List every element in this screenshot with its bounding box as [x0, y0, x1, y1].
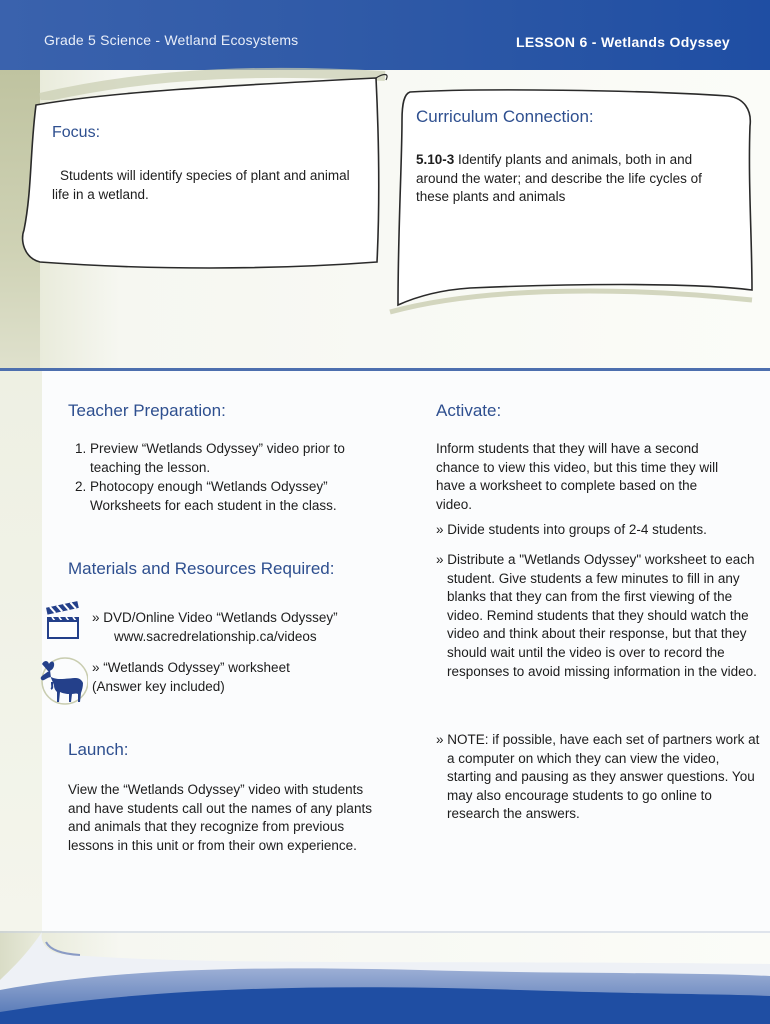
lesson-title: LESSON 6 - Wetlands Odyssey	[515, 34, 730, 50]
launch-heading: Launch:	[68, 740, 129, 759]
material-video-link: www.sacredrelationship.ca/videos	[114, 629, 317, 644]
activate-bullet: » NOTE: if possible, have each set of partners work at a computer on which they can view the video, starting and pausing as they answer questions. You may also encourage students to go online to research the answers.	[436, 732, 760, 822]
material-worksheet-line1: » “Wetlands Odyssey” worksheet	[92, 660, 290, 675]
material-video-line1: » DVD/Online Video “Wetlands Odyssey”	[92, 610, 338, 625]
focus-heading: Focus:	[52, 124, 101, 141]
teacher-prep-item: 1. Preview “Wetlands Odyssey” video prior to teaching the lesson.	[90, 440, 386, 477]
focus-body: Students will identify species of plant and animal life in a wetland.	[52, 168, 350, 202]
activate-heading: Activate:	[436, 401, 502, 420]
moose-icon	[36, 656, 88, 708]
launch-body: View the “Wetlands Odyssey” video with students and have students call out the names of any plants and animals that they recognize from previous lessons in this unit or from their own experience.	[68, 782, 372, 853]
teacher-prep-heading: Teacher Preparation:	[68, 401, 226, 420]
course-title: Grade 5 Science - Wetland Ecosystems	[44, 32, 299, 48]
teacher-prep-item: 2. Photocopy enough “Wetlands Odyssey” Worksheets for each student in the class.	[90, 478, 386, 515]
teacher-prep-list-wrap	[68, 440, 386, 516]
materials-heading: Materials and Resources Required:	[68, 559, 335, 578]
curriculum-body	[416, 151, 716, 207]
teacher-prep-list	[68, 440, 386, 515]
material-worksheet-line2: (Answer key included)	[92, 679, 225, 694]
curriculum-text: Identify plants and animals, both in and around the water; and describe the life cycles of these plants and animals	[416, 152, 702, 205]
activate-bullet: » Divide students into groups of 2-4 students.	[436, 522, 707, 537]
activate-bullet: » Distribute a "Wetlands Odyssey" worksheet to each student. Give students a few minutes to fill in any blanks that they can from the first viewing of the video. Remind students that they should watch the video and think about their response, but that they should wait until the video is over to record the responses to avoid missing information in the video.	[436, 552, 757, 679]
curriculum-heading: Curriculum Connection:	[416, 107, 594, 126]
activate-intro: Inform students that they will have a second chance to view this video, but this time they will have a worksheet to complete based on the video.	[436, 441, 719, 512]
lower-left-strip	[0, 371, 43, 931]
clapperboard-icon	[44, 600, 84, 640]
curriculum-code: 5.10-3	[416, 152, 455, 167]
bottom-wave	[0, 920, 770, 1024]
